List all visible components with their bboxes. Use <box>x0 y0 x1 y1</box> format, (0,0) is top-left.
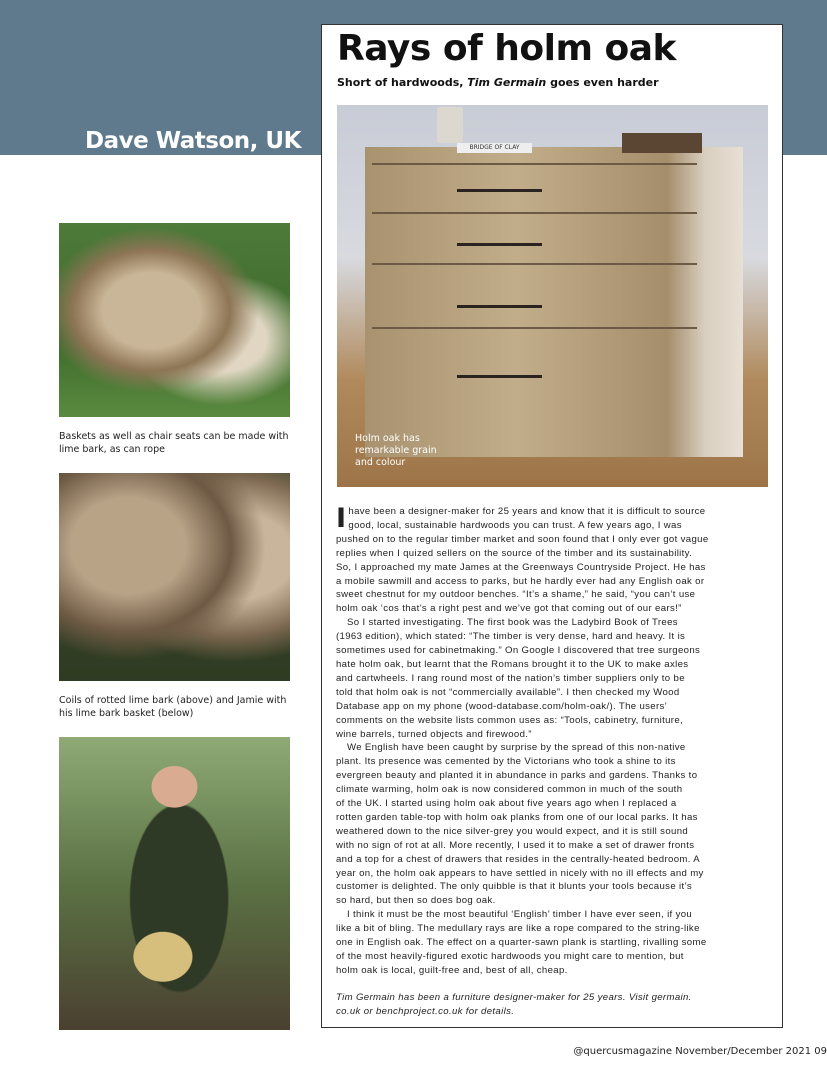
text-line: have been a designer-maker for 25 years and know that it is difficult to source <box>348 506 706 517</box>
text-line: of the UK. I started using holm oak about five years ago when I replaced a <box>336 798 677 810</box>
bio-line: co.uk or benchproject.co.uk for details. <box>336 1005 515 1017</box>
text-line: a mobile sawmill and access to parks, but he hardly ever had any English oak or <box>336 575 705 587</box>
article-title: Rays of holm oak <box>337 28 676 69</box>
text-line: and a top for a chest of drawers that resides in the centrally-heated bedroom. A <box>336 853 700 865</box>
text-line: climate warming, holm oak is now considered common in much of the south <box>336 784 683 796</box>
text-line: sweet chestnut for my outdoor benches. “It’s a shame,” he said, “you can’t use <box>336 589 696 601</box>
chest-of-drawers <box>365 147 743 457</box>
text-line: hate holm oak, but learnt that the Romans brought it to the UK to make axles <box>336 658 689 670</box>
text-line: evergreen beauty and planted it in abundance in parks and gardens. Thanks to <box>336 770 698 782</box>
article-paragraph <box>336 908 776 978</box>
text-line: So, I approached my mate James at the Greenways Countryside Project. He has <box>336 561 706 573</box>
text-line: comments on the website lists common uses as: “Tools, cabinetry, furniture, <box>336 714 684 726</box>
text-line: wine barrels, turned objects and firewood.” <box>336 728 532 740</box>
text-line: pushed on to the regular timber market and soon found that I only ever got vague <box>336 533 709 545</box>
drop-cap: I <box>336 503 347 534</box>
article-body <box>336 505 776 1019</box>
text-line: like a bit of bling. The medullary rays are like a rope compared to the string-like <box>336 923 700 935</box>
text-line: We English have been caught by surprise by the spread of this non-native <box>347 742 686 754</box>
standfirst-text: goes even harder <box>546 76 659 89</box>
author-bio <box>336 991 776 1019</box>
text-line: I think it must be the most beautiful ‘English’ timber I have ever seen, if you <box>347 909 693 921</box>
page-footer: @quercusmagazine November/December 2021 09 <box>573 1046 827 1057</box>
drawer-handle <box>457 243 542 246</box>
article-paragraph <box>336 616 776 741</box>
text-line: rotten garden table-top with holm oak planks from one of our local parks. It has <box>336 811 698 823</box>
chest-of-drawers-photo <box>337 105 768 487</box>
author-name: Tim Germain <box>467 76 547 89</box>
text-line: one in English oak. The effect on a quarter-sawn plank is startling, rivalling some <box>336 937 707 949</box>
jamie-basket-photo <box>59 737 290 1030</box>
text-line: year on, the holm oak appears to have settled in nicely with no ill effects and my <box>336 867 704 879</box>
book-spine: BRIDGE OF CLAY <box>457 143 532 153</box>
text-line: replies when I quized sellers on the source of the timber and its sustainability. <box>336 547 693 559</box>
text-line: (1963 edition), which stated: “The timber is very dense, hard and heavy. It is <box>336 631 686 643</box>
bark-coils-photo <box>59 473 290 681</box>
bio-line: Tim Germain has been a furniture designer-maker for 25 years. Visit germain. <box>336 991 692 1003</box>
standfirst <box>337 76 659 89</box>
text-line: plant. Its presence was cemented by the Victorians who took a shine to its <box>336 756 676 768</box>
text-line: So I started investigating. The first book was the Ladybird Book of Trees <box>347 617 678 629</box>
text-line: customer is delighted. The only quibble is that it blunts your tools because it’s <box>336 881 692 893</box>
drawer-handle <box>457 375 542 378</box>
text-line: weathered down to the nice silver-grey you would expect, and it is still sound <box>336 825 689 837</box>
text-line: with no sign of rot at all. More recently, I used it to make a set of drawer fronts <box>336 839 695 851</box>
wooden-box <box>622 133 702 153</box>
text-line: so hard, but then so does bog oak. <box>336 895 496 907</box>
drawer-handle <box>457 189 542 192</box>
text-line: holm oak is local, guilt-free and, best of all, cheap. <box>336 964 568 976</box>
text-line: told that holm oak is not “commercially available”. I then checked my Wood <box>336 686 680 698</box>
text-line: Database app on my phone (wood-database.com/holm-oak/). The users’ <box>336 700 668 712</box>
text-line: good, local, sustainable hardwoods you can trust. A few years ago, I was <box>348 519 682 531</box>
radio <box>437 107 463 143</box>
text-line: holm oak ‘cos that’s a right pest and we’ve got that coming out of our ears!” <box>336 603 682 615</box>
text-line: sometimes used for cabinetmaking.” On Google I discovered that tree surgeons <box>336 645 701 657</box>
article-paragraph <box>336 741 776 908</box>
sidebar-title: Dave Watson, UK <box>85 128 301 154</box>
text-line: of the most heavily-figured exotic hardwoods you might care to mention, but <box>336 951 684 962</box>
bark-coils-caption: Coils of rotted lime bark (above) and Jamie with his lime bark basket (below) <box>59 695 287 719</box>
basket-caption: Baskets as well as chair seats can be made with lime bark, as can rope <box>59 431 289 455</box>
photo-caption: Holm oak has remarkable grain and colour <box>355 433 437 468</box>
article-paragraph <box>336 505 776 616</box>
basket-photo <box>59 223 290 417</box>
standfirst-text: Short of hardwoods, <box>337 76 468 89</box>
text-line: and cartwheels. I rang round most of the nation’s timber suppliers only to be <box>336 672 685 684</box>
drawer-handle <box>457 305 542 308</box>
